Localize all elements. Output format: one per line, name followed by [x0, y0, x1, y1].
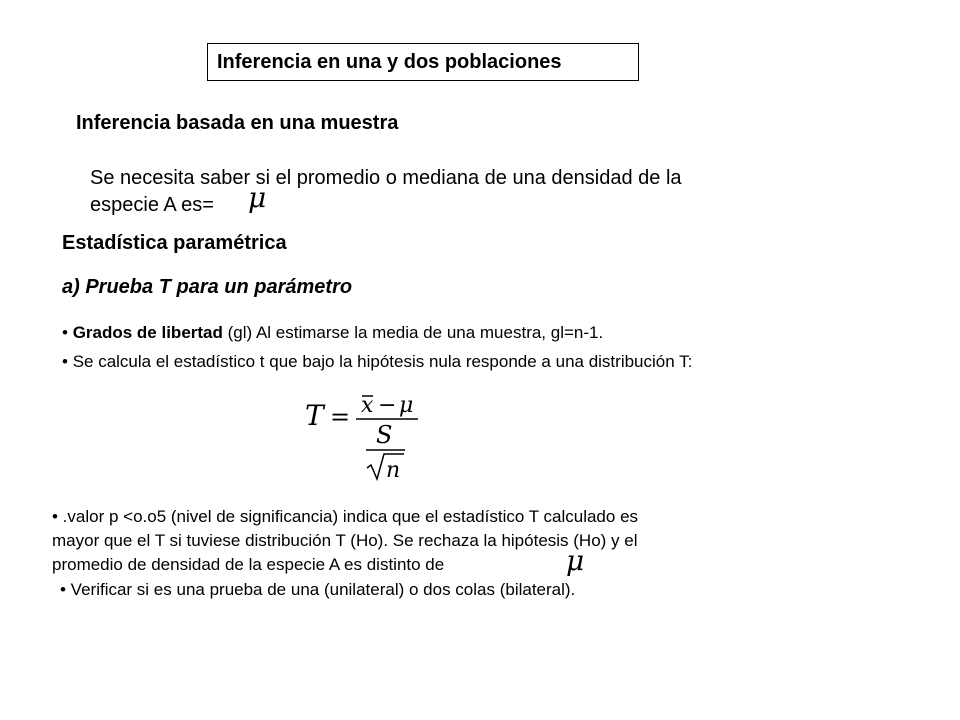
bullet-marker: • [62, 323, 68, 342]
bullet-marker: • [62, 352, 68, 371]
page-title: Inferencia en una y dos poblaciones [207, 43, 639, 81]
mu-symbol-inline: μ [248, 181, 267, 214]
subtitle: Inferencia basada en una muestra [76, 112, 399, 134]
bullet-text: (gl) Al estimarse la media de una muestra, gl=n-1. [222, 323, 604, 342]
bullet-degrees-of-freedom [62, 323, 603, 343]
bullet-text: Se calcula el estadístico t que bajo la hipótesis nula responde a una distribución T: [72, 352, 693, 371]
mu-symbol-inline: μ [566, 544, 585, 577]
paragraph-line-3: promedio de densidad de la especie A es distinto de [52, 555, 445, 574]
intro-line-2: especie A es= [90, 194, 214, 216]
formula-equals: = [330, 403, 351, 431]
t-statistic-formula [300, 388, 430, 483]
bullet-statistic [62, 352, 692, 372]
intro-line-1: Se necesita saber si el promedio o mediana de una densidad de la [90, 167, 682, 189]
bullet-tails: • Verificar si es una prueba de una (unilateral) o dos colas (bilateral). [60, 580, 576, 599]
formula-lhs: T [305, 399, 324, 432]
formula-n: n [386, 458, 401, 483]
paragraph-line-1: • .valor p <o.o5 (nivel de significancia) indica que el estadístico T calculado es [52, 507, 639, 526]
test-heading: a) Prueba T para un parámetro [62, 276, 353, 298]
p-value-paragraph [52, 505, 832, 577]
intro-text [90, 165, 810, 219]
bullet-lead: Grados de libertad [72, 323, 223, 342]
formula-xbar: x [361, 393, 374, 418]
formula-mu: μ [399, 393, 414, 418]
formula-s: S [376, 421, 393, 449]
formula-minus: − [378, 393, 397, 418]
paragraph-line-2: mayor que el T si tuviese distribución T (Ho). Se rechaza la hipótesis (Ho) y el [52, 531, 638, 550]
section-heading: Estadística paramétrica [62, 232, 287, 254]
